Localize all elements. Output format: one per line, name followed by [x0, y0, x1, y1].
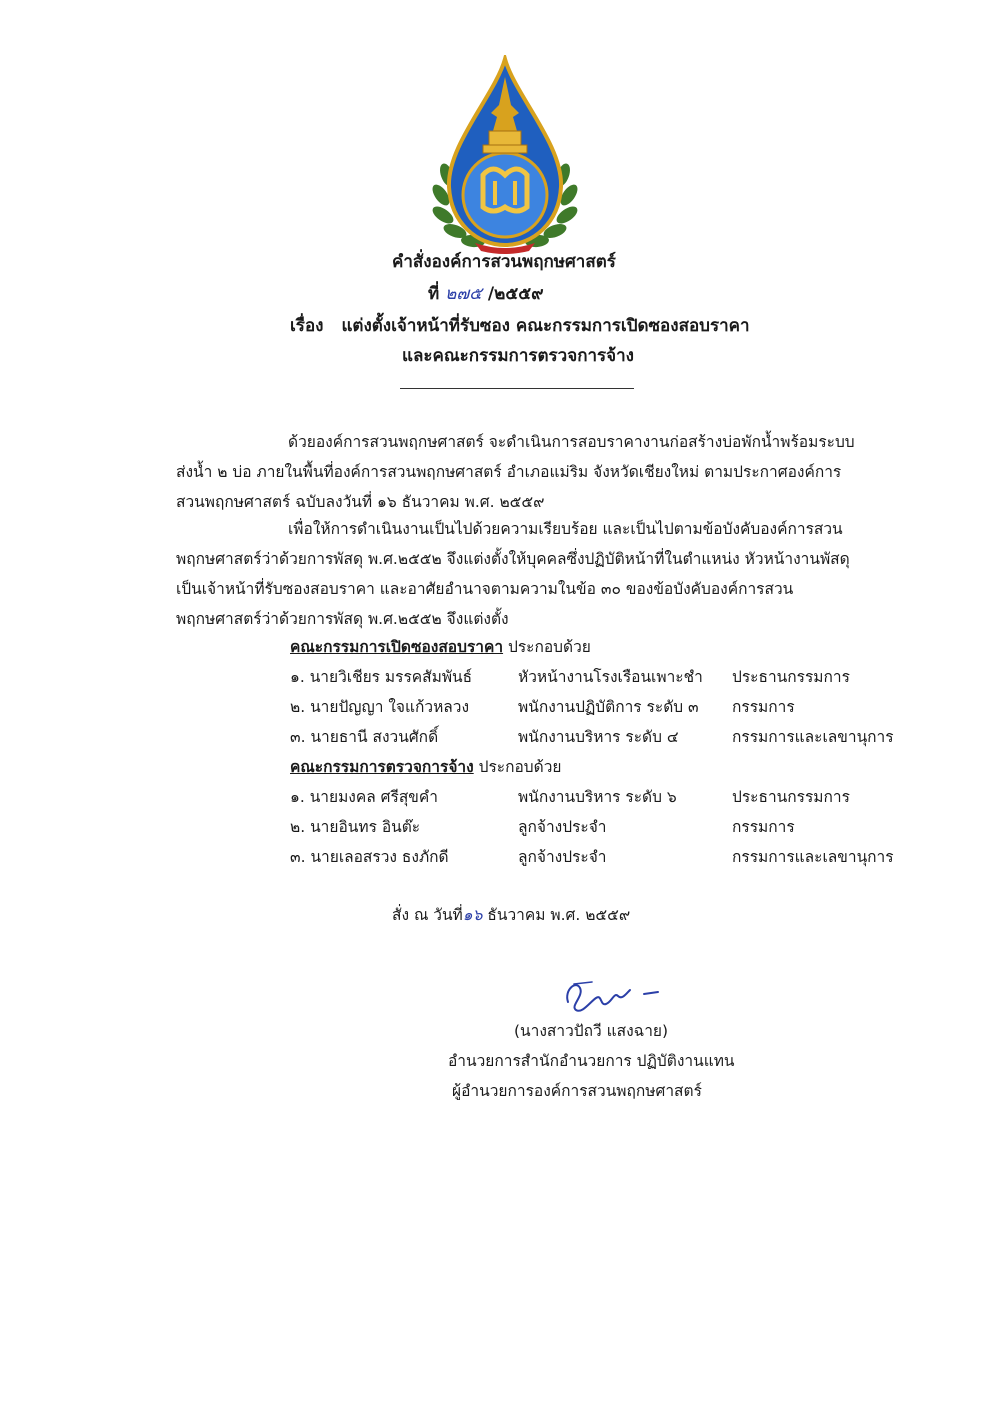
paragraph-2 — [176, 514, 900, 634]
member-role: กรรมการและเลขานุการ — [732, 728, 894, 746]
order-number — [428, 280, 544, 307]
committee-suffix: ประกอบด้วย — [508, 638, 591, 656]
committee-heading-bid-opening — [290, 634, 591, 659]
member-name: ๓. นายธานี สงวนศักดิ์ — [290, 728, 439, 746]
paragraph-1-line: ส่งน้ำ ๒ บ่อ ภายในพื้นที่องค์การสวนพฤกษศาสตร์ อำเภอแม่ริม จังหวัดเชียงใหม่ ตามประกาศองค์การ — [176, 463, 842, 481]
paragraph-1-line: สวนพฤกษศาสตร์ ฉบับลงวันที่ ๑๖ ธันวาคม พ.ศ. ๒๕๕๙ — [176, 493, 545, 511]
order-number-handwritten: ๒๗๕ — [445, 284, 482, 304]
member-role: กรรมการ — [732, 818, 795, 836]
member-name: ๑. นายมงคล ศรีสุขคำ — [290, 788, 438, 806]
member-role: กรรมการและเลขานุการ — [732, 848, 894, 866]
order-date-day-handwritten: ๑๖ — [462, 906, 483, 924]
order-number-prefix: ที่ — [428, 284, 440, 304]
member-role: กรรมการ — [732, 698, 795, 716]
signer-name: (นางสาวปัถวี แสงฉาย) — [514, 1022, 669, 1040]
subject-label: เรื่อง — [290, 316, 324, 336]
member-position: หัวหน้างานโรงเรือนเพาะชำ — [518, 668, 703, 686]
paragraph-2-line: พฤกษศาสตร์ว่าด้วยการพัสดุ พ.ศ.๒๕๕๒ จึงแต่งตั้ง — [176, 610, 509, 628]
member-name: ๓. นายเลอสรวง ธงภักดี — [290, 848, 449, 866]
member-position: ลูกจ้างประจำ — [518, 818, 607, 836]
committee-heading-inspection — [290, 754, 562, 779]
committee-suffix: ประกอบด้วย — [478, 758, 562, 776]
order-title: คำสั่งองค์การสวนพฤกษศาสตร์ — [392, 252, 616, 272]
order-date-suffix: ธันวาคม พ.ศ. ๒๕๕๙ — [487, 906, 631, 924]
member-name: ๒. นายปัญญา ใจแก้วหลวง — [290, 698, 470, 716]
member-position: ลูกจ้างประจำ — [518, 848, 607, 866]
signer-position-1: อำนวยการสำนักอำนวยการ ปฏิบัติงานแทน — [448, 1052, 735, 1070]
order-subject — [290, 312, 750, 339]
order-date-prefix: สั่ง ณ วันที่ — [392, 906, 463, 924]
paragraph-1-line: ด้วยองค์การสวนพฤกษศาสตร์ จะดำเนินการสอบราคางานก่อสร้างบ่อพักน้ำพร้อมระบบ — [288, 433, 855, 451]
organization-emblem — [425, 55, 585, 255]
member-position: พนักงานปฏิบัติการ ระดับ ๓ — [518, 698, 699, 716]
member-role: ประธานกรรมการ — [732, 668, 850, 686]
order-number-suffix: /๒๕๕๙ — [487, 284, 544, 304]
subject-line-1: แต่งตั้งเจ้าหน้าที่รับซอง คณะกรรมการเปิดซองสอบราคา — [341, 316, 750, 336]
paragraph-2-line: เป็นเจ้าหน้าที่รับซองสอบราคา และอาศัยอำนาจตามความในข้อ ๓๐ ของข้อบังคับองค์การสวน — [176, 580, 794, 598]
handwritten-signature — [556, 972, 666, 1018]
paragraph-2-line: เพื่อให้การดำเนินงานเป็นไปด้วยความเรียบร้อย และเป็นไปตามข้อบังคับองค์การสวน — [288, 520, 843, 538]
member-name: ๑. นายวิเชียร มรรคสัมพันธ์ — [290, 668, 473, 686]
member-role: ประธานกรรมการ — [732, 788, 850, 806]
member-position: พนักงานบริหาร ระดับ ๖ — [518, 788, 677, 806]
subject-line-2: และคณะกรรมการตรวจการจ้าง — [402, 346, 634, 366]
signer-position-2: ผู้อำนวยการองค์การสวนพฤกษศาสตร์ — [452, 1082, 702, 1100]
order-date — [392, 902, 630, 927]
header-divider — [400, 388, 634, 389]
member-name: ๒. นายอินทร อินต๊ะ — [290, 818, 421, 836]
committee-title: คณะกรรมการตรวจการจ้าง — [290, 758, 474, 776]
paragraph-1 — [176, 427, 900, 517]
member-position: พนักงานบริหาร ระดับ ๔ — [518, 728, 679, 746]
committee-title: คณะกรรมการเปิดซองสอบราคา — [290, 638, 504, 656]
paragraph-2-line: พฤกษศาสตร์ว่าด้วยการพัสดุ พ.ศ.๒๕๕๒ จึงแต่งตั้งให้บุคคลซึ่งปฏิบัติหน้าที่ในตำแหน่ง หัวหน้างานพัสดุ — [176, 550, 850, 568]
